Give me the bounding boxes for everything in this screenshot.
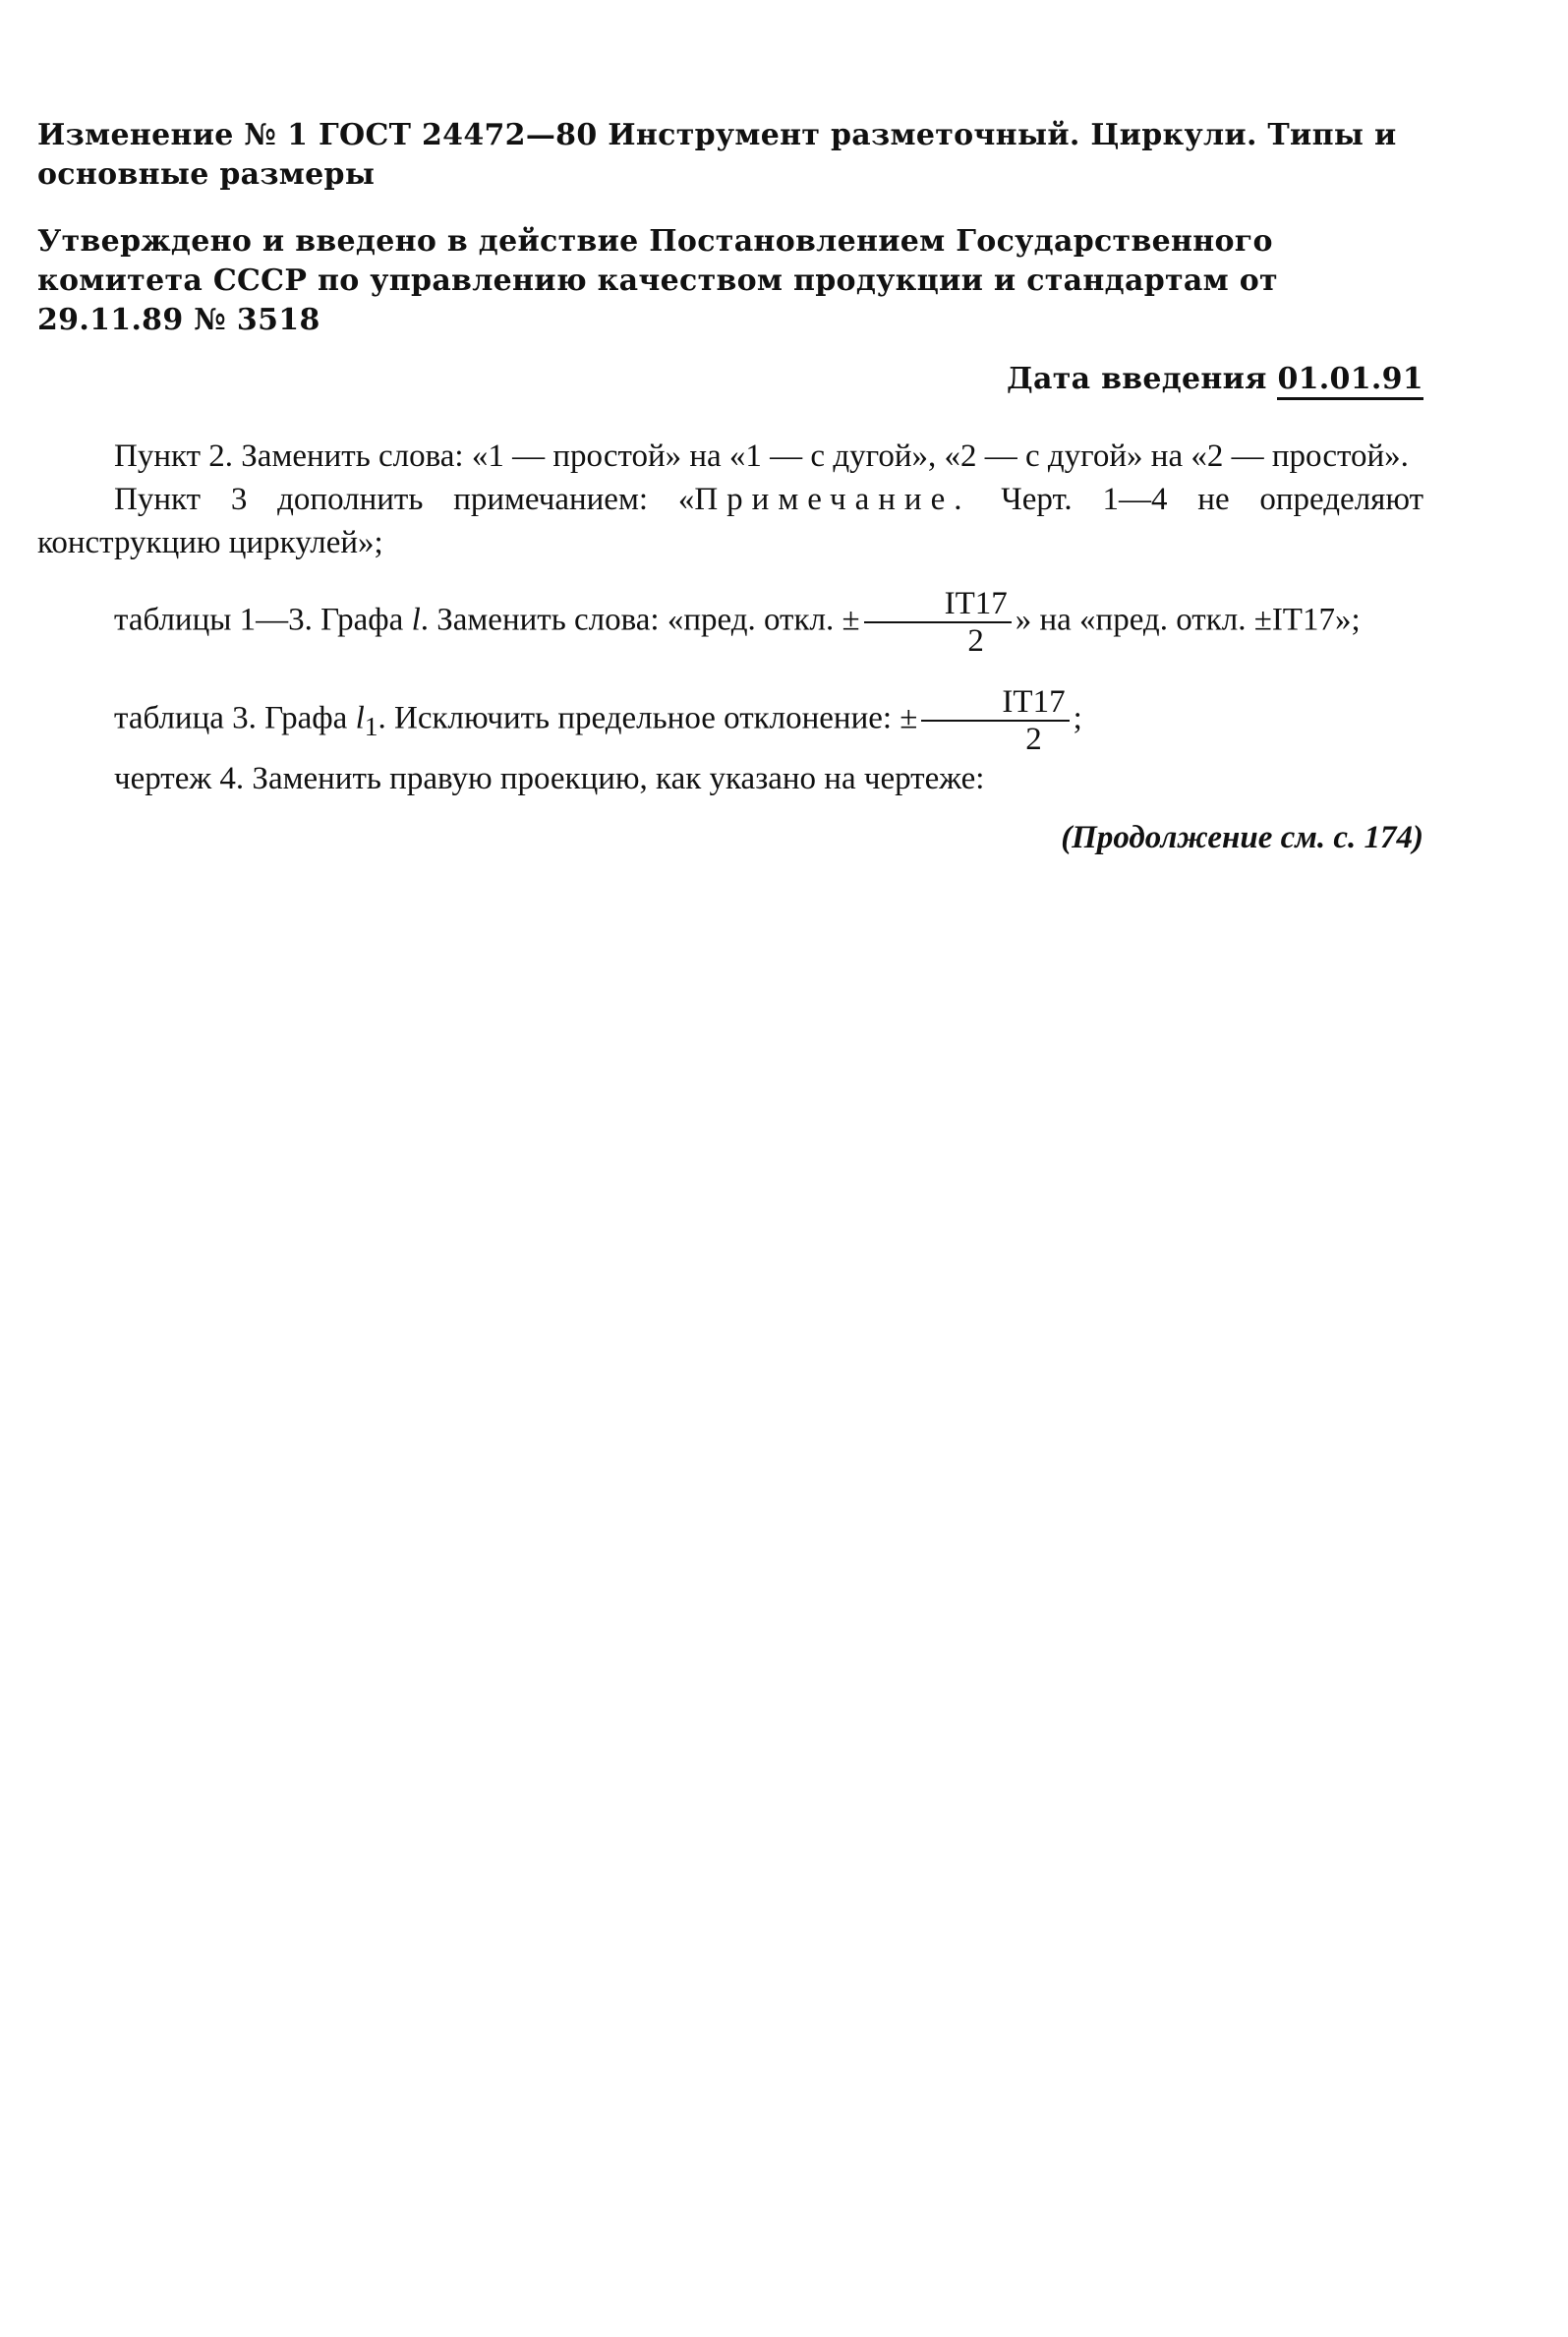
p2-text-b: Черт. 1—4 не определяют конструкцию циркулей»; (37, 482, 1423, 560)
p3-text-b: . Заменить слова: «пред. откл. ± (420, 602, 860, 638)
paragraph-tables-1-3 (37, 586, 1423, 659)
p4-subscript: 1 (364, 711, 378, 742)
fraction-it17-half-2 (921, 684, 1069, 757)
fraction-it17-half (864, 586, 1012, 659)
p3-text-a: таблицы 1—3. Графа (114, 602, 412, 638)
fraction-denominator: 2 (967, 623, 984, 659)
p4-text-c: ; (1073, 700, 1082, 736)
continued-note: (Продолжение см. с. 174) (1061, 820, 1423, 855)
paragraph-item-3 (37, 478, 1423, 564)
document-page (37, 116, 1423, 859)
p4-variable: l (355, 700, 365, 736)
date-value: 01.01.91 (1277, 362, 1423, 400)
date-label: Дата введения (1006, 362, 1267, 396)
p2-text-a: Пункт 3 дополнить примечанием: « (114, 482, 695, 517)
paragraph-item-2: Пункт 2. Заменить слова: «1 — простой» на «1 — с дугой», «2 — с дугой» на «2 — простой». (114, 438, 1409, 474)
effective-date (37, 360, 1423, 399)
paragraph-table-3 (37, 684, 1423, 757)
p3-text-c: » на «пред. откл. ±IT17»; (1015, 602, 1361, 638)
p4-text-a: таблица 3. Графа (114, 700, 356, 736)
fraction-denominator: 2 (1025, 722, 1042, 757)
p3-variable: l (411, 602, 421, 638)
paragraph-drawing-4: чертеж 4. Заменить правую проекцию, как указано на чертеже: (114, 761, 985, 796)
approval-statement: Утверждено и введено в действие Постановлением Государственного комитета СССР по управлению качеством продукции и стандартам от 29.11.89 № 3518 (37, 224, 1278, 337)
fraction-numerator: IT17 (921, 684, 1069, 722)
fraction-numerator: IT17 (864, 586, 1012, 623)
note-word: Примечание. (694, 482, 971, 517)
p4-text-b: . Исключить предельное отклонение: ± (377, 700, 918, 736)
document-title: Изменение № 1 ГОСТ 24472—80 Инструмент разметочный. Циркули. Типы и основные размеры (37, 118, 1397, 192)
